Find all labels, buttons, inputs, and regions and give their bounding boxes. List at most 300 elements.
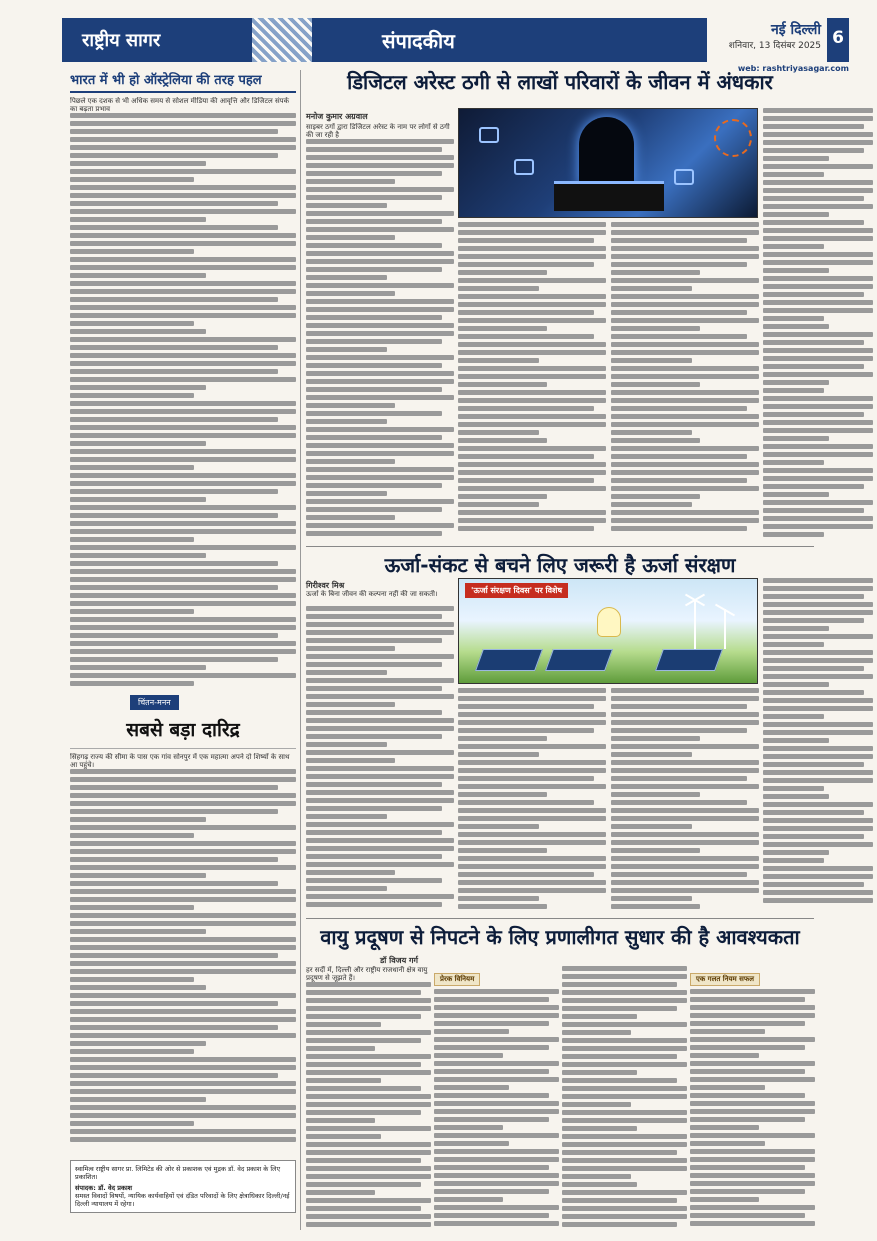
body-text-line: [306, 846, 454, 851]
body-text-line: [763, 532, 824, 537]
body-text-line: [306, 1142, 431, 1147]
body-text-line: [611, 358, 692, 363]
imprint-editor: संपादक: डॉ. वेद प्रकाश: [75, 1184, 133, 1192]
solar-panel-icon: [655, 649, 723, 671]
body-text-line: [763, 212, 829, 217]
body-text-line: [434, 1005, 559, 1010]
body-text-line: [458, 462, 606, 467]
body-text-line: [763, 460, 824, 465]
body-text-line: [763, 802, 873, 807]
body-text-line: [458, 848, 547, 853]
body-text-line: [562, 990, 687, 995]
body-text-line: [306, 646, 395, 651]
body-text-line: [763, 826, 873, 831]
body-text-line: [70, 553, 206, 558]
body-text-line: [611, 824, 692, 829]
body-text-line: [434, 989, 559, 994]
body-text-line: [611, 382, 700, 387]
body-text-line: [70, 633, 278, 638]
body-text-line: [70, 225, 278, 230]
body-text-line: [763, 180, 873, 185]
body-text-line: [458, 262, 594, 267]
body-text-line: [690, 1077, 815, 1082]
body-text-line: [70, 801, 296, 806]
body-text-line: [70, 841, 296, 846]
column-divider: [300, 70, 301, 1230]
body-text-line: [306, 1198, 431, 1203]
body-text-line: [763, 524, 873, 529]
body-text-line: [306, 227, 454, 232]
body-text-line: [458, 342, 606, 347]
body-text-line: [70, 305, 296, 310]
body-text-line: [763, 108, 873, 113]
body-text-line: [562, 1190, 687, 1195]
body-text-line: [70, 673, 296, 678]
article3-headline: वायु प्रदूषण से निपटने के लिए प्रणालीगत सुधार की है आवश्यकता: [320, 925, 800, 949]
editorial-body: [70, 113, 296, 686]
body-text-line: [611, 222, 759, 227]
body-text-line: [458, 366, 606, 371]
body-text-line: [763, 850, 829, 855]
body-text-line: [306, 1110, 421, 1115]
body-text-line: [763, 396, 873, 401]
body-text-line: [763, 882, 864, 887]
body-text-line: [763, 412, 864, 417]
body-text-line: [690, 1045, 805, 1050]
body-text-line: [70, 345, 278, 350]
body-text-line: [458, 278, 606, 283]
body-text-line: [434, 1109, 559, 1114]
body-text-line: [306, 710, 442, 715]
body-text-line: [306, 766, 454, 771]
body-text-line: [611, 254, 759, 259]
body-text-line: [611, 784, 759, 789]
body-text-line: [458, 382, 547, 387]
body-text-line: [306, 483, 442, 488]
body-text-line: [70, 953, 278, 958]
body-text-line: [611, 792, 700, 797]
body-text-line: [306, 686, 442, 691]
solar-panel-icon: [545, 649, 613, 671]
body-text-line: [562, 1150, 677, 1155]
body-text-line: [306, 1046, 375, 1051]
body-text-line: [306, 1222, 431, 1227]
body-text-line: [70, 857, 278, 862]
body-text-line: [763, 890, 873, 895]
body-text-line: [306, 291, 395, 296]
body-text-line: [70, 945, 296, 950]
body-text-line: [458, 398, 606, 403]
body-text-line: [306, 419, 387, 424]
body-text-line: [306, 742, 387, 747]
body-text-line: [562, 1094, 687, 1099]
body-text-line: [763, 332, 873, 337]
body-text-line: [70, 393, 194, 398]
body-text-line: [611, 374, 759, 379]
body-text-line: [458, 358, 539, 363]
body-text-line: [306, 147, 442, 152]
body-text-line: [306, 523, 454, 528]
body-text-line: [763, 578, 873, 583]
body-text-line: [611, 414, 759, 419]
body-text-line: [70, 1049, 194, 1054]
body-text-line: [763, 794, 829, 799]
article3-column: [562, 966, 687, 1230]
body-text-line: [763, 770, 873, 775]
body-text-line: [434, 1045, 549, 1050]
body-text-line: [458, 728, 594, 733]
laptop-shape: [554, 181, 664, 211]
body-text-line: [70, 969, 296, 974]
body-text-line: [763, 316, 824, 321]
body-text-line: [306, 806, 442, 811]
solar-panel-icon: [475, 649, 543, 671]
edition-date: शनिवार, 13 दिसंबर 2025: [728, 41, 821, 51]
body-text-line: [70, 625, 296, 630]
body-text-line: [690, 1181, 815, 1186]
body-text-line: [458, 422, 606, 427]
article2-column: [611, 688, 759, 912]
body-text-line: [306, 894, 454, 899]
body-text-line: [306, 998, 431, 1003]
body-text-line: [306, 870, 395, 875]
body-text-line: [611, 446, 759, 451]
body-text-line: [763, 682, 829, 687]
body-text-line: [70, 1121, 194, 1126]
body-text-line: [434, 1189, 549, 1194]
body-text-line: [458, 792, 547, 797]
body-text-line: [306, 275, 387, 280]
body-text-line: [611, 470, 759, 475]
body-text-line: [70, 145, 296, 150]
body-text-line: [306, 982, 431, 987]
body-text-line: [690, 1093, 805, 1098]
body-text-line: [458, 374, 606, 379]
body-text-line: [690, 1109, 815, 1114]
body-text-line: [458, 872, 594, 877]
body-text-line: [70, 353, 296, 358]
body-text-line: [70, 921, 296, 926]
body-text-line: [562, 1022, 687, 1027]
body-text-line: [70, 481, 296, 486]
body-text-line: [458, 406, 594, 411]
imprint-text: स्वामित्व राष्ट्रीय सागर प्रा. लिमिटेड की ओर से प्रकाशक एवं मुद्रक डॉ. वेद प्रकाश के लिए प्रकाशित।: [75, 1165, 281, 1181]
body-text-line: [70, 505, 296, 510]
body-text-line: [306, 878, 442, 883]
body-text-line: [306, 1022, 381, 1027]
body-text-line: [690, 1125, 759, 1130]
body-text-line: [611, 712, 759, 717]
body-text-line: [763, 276, 873, 281]
body-text-line: [458, 238, 594, 243]
body-text-line: [306, 758, 395, 763]
body-text-line: [434, 1157, 559, 1162]
body-text-line: [306, 179, 395, 184]
body-text-line: [70, 873, 206, 878]
article1-column: [306, 123, 454, 539]
body-text-line: [690, 1061, 815, 1066]
body-text-line: [306, 670, 387, 675]
body-text-line: [458, 246, 606, 251]
body-text-line: [763, 236, 873, 241]
body-text-line: [690, 1165, 805, 1170]
article1-column: [611, 222, 759, 534]
body-text-line: [70, 889, 296, 894]
body-text-line: [434, 1117, 549, 1122]
body-text-line: [562, 1006, 677, 1011]
body-text-line: [70, 577, 296, 582]
body-text-line: [458, 768, 606, 773]
body-text-line: [611, 888, 759, 893]
body-text-line: [70, 809, 278, 814]
body-text-line: [763, 778, 873, 783]
body-text-line: [611, 800, 747, 805]
body-text-line: [611, 462, 759, 467]
body-text-line: [70, 241, 296, 246]
body-text-line: [434, 1061, 559, 1066]
body-text-line: [306, 243, 442, 248]
body-text-line: [690, 1173, 815, 1178]
body-text-line: [458, 760, 606, 765]
body-text-line: [611, 688, 759, 693]
lock-icon: [674, 169, 694, 185]
body-text-line: [70, 617, 296, 622]
body-text-line: [611, 326, 700, 331]
article2-column: [763, 578, 873, 906]
body-text-line: [562, 1182, 637, 1187]
body-text-line: [70, 881, 278, 886]
article3-column: [434, 966, 559, 1229]
body-text-line: [763, 444, 873, 449]
body-text-line: [70, 1033, 296, 1038]
body-text-line: [434, 997, 549, 1002]
body-text-line: [611, 768, 759, 773]
body-text-line: [562, 1078, 677, 1083]
body-text-line: [562, 1046, 687, 1051]
body-text-line: [611, 238, 747, 243]
body-text-line: [306, 1214, 431, 1219]
body-text-line: [458, 334, 594, 339]
body-text-line: [763, 484, 864, 489]
body-text-line: [763, 132, 873, 137]
body-text-line: [306, 371, 454, 376]
article3-column: [306, 966, 431, 1230]
body-text-line: [690, 1149, 815, 1154]
body-text-line: [690, 1053, 759, 1058]
body-text-line: [763, 508, 864, 513]
body-text-line: [611, 816, 759, 821]
body-text-line: [690, 1101, 815, 1106]
body-text-line: [306, 726, 454, 731]
body-text-line: [458, 454, 594, 459]
body-text-line: [458, 414, 606, 419]
body-text-line: [306, 854, 442, 859]
body-text-line: [458, 824, 539, 829]
body-text-line: [458, 864, 606, 869]
body-text-line: [70, 561, 278, 566]
body-text-line: [611, 342, 759, 347]
body-text-line: [70, 289, 296, 294]
body-text-line: [306, 1102, 431, 1107]
body-text-line: [763, 292, 864, 297]
body-text-line: [70, 409, 296, 414]
body-text-line: [70, 361, 296, 366]
body-text-line: [611, 430, 692, 435]
body-text-line: [306, 1070, 431, 1075]
body-text-line: [306, 1158, 421, 1163]
body-text-line: [458, 696, 606, 701]
body-text-line: [611, 776, 747, 781]
body-text-line: [562, 982, 677, 987]
body-text-line: [306, 467, 454, 472]
body-text-line: [458, 832, 606, 837]
body-text-line: [434, 1069, 549, 1074]
body-text-line: [70, 817, 206, 822]
body-text-line: [611, 510, 759, 515]
body-text-line: [763, 730, 873, 735]
body-text-line: [70, 1009, 296, 1014]
body-text-line: [70, 233, 296, 238]
body-text-line: [70, 169, 296, 174]
article1-headline: डिजिटल अरेस्ट ठगी से लाखों परिवारों के जीवन में अंधकार: [347, 70, 773, 94]
body-text-line: [690, 1157, 815, 1162]
body-text-line: [306, 678, 454, 683]
body-text-line: [763, 714, 824, 719]
body-text-line: [434, 1037, 559, 1042]
body-text-line: [306, 782, 442, 787]
body-text-line: [70, 401, 296, 406]
body-text-line: [562, 1214, 687, 1219]
body-text-line: [458, 896, 539, 901]
body-text-line: [306, 694, 454, 699]
body-text-line: [611, 454, 747, 459]
body-text-line: [70, 545, 296, 550]
article3-snippet: हर सर्दी में, दिल्ली और राष्ट्रीय राजधानी क्षेत्र वायु प्रदूषण से जूझते हैं।: [306, 966, 428, 982]
body-text-line: [458, 390, 606, 395]
body-text-line: [763, 308, 873, 313]
body-text-line: [306, 331, 454, 336]
body-text-line: [611, 278, 759, 283]
body-text-line: [70, 529, 296, 534]
body-text-line: [70, 433, 296, 438]
body-text-line: [763, 348, 873, 353]
body-text-line: [611, 246, 759, 251]
body-text-line: [70, 417, 278, 422]
body-text-line: [70, 905, 194, 910]
body-text-line: [70, 329, 206, 334]
body-text-line: [434, 1029, 509, 1034]
editorial2-body: [70, 769, 296, 1142]
body-text-line: [763, 420, 873, 425]
body-text-line: [611, 398, 759, 403]
body-text-line: [763, 196, 864, 201]
body-text-line: [306, 267, 442, 272]
body-text-line: [70, 785, 278, 790]
body-text-line: [70, 665, 206, 670]
body-text-line: [562, 1102, 631, 1107]
body-text-line: [458, 840, 606, 845]
body-text-line: [763, 404, 873, 409]
body-text-line: [690, 1021, 805, 1026]
body-text-line: [434, 1101, 559, 1106]
body-text-line: [70, 465, 194, 470]
body-text-line: [306, 614, 442, 619]
body-text-line: [458, 888, 606, 893]
body-text-line: [70, 929, 206, 934]
body-text-line: [70, 321, 194, 326]
body-text-line: [306, 1150, 431, 1155]
body-text-line: [763, 516, 873, 521]
body-text-line: [70, 833, 194, 838]
body-text-line: [306, 1174, 431, 1179]
body-text-line: [458, 776, 594, 781]
body-text-line: [434, 1165, 549, 1170]
body-text-line: [70, 249, 194, 254]
body-text-line: [458, 470, 606, 475]
body-text-line: [611, 840, 759, 845]
body-text-line: [763, 124, 864, 129]
body-text-line: [458, 800, 594, 805]
editorial2-title: सबसे बड़ा दारिद्र: [70, 712, 296, 749]
article1-header: [306, 70, 814, 94]
body-text-line: [70, 497, 206, 502]
body-text-line: [763, 476, 873, 481]
body-text-line: [306, 443, 454, 448]
body-text-line: [70, 281, 296, 286]
body-text-line: [458, 318, 606, 323]
body-text-line: [763, 618, 864, 623]
body-text-line: [690, 1085, 765, 1090]
body-text-line: [690, 989, 815, 994]
article1-snippet: साइबर ठगों द्वारा डिजिटल अरेस्ट के नाम पर लोगों से ठगी की जा रही है: [306, 123, 450, 139]
body-text-line: [763, 436, 829, 441]
body-text-line: [763, 858, 824, 863]
body-text-line: [763, 492, 829, 497]
body-text-line: [690, 1029, 765, 1034]
body-text-line: [611, 832, 759, 837]
body-text-line: [690, 1221, 815, 1226]
body-text-line: [434, 1085, 509, 1090]
body-text-line: [611, 230, 759, 235]
body-text-line: [306, 1190, 375, 1195]
body-text-line: [70, 1105, 296, 1110]
body-text-line: [611, 494, 700, 499]
body-text-line: [763, 754, 873, 759]
body-text-line: [306, 790, 454, 795]
body-text-line: [690, 1189, 805, 1194]
body-text-line: [763, 674, 873, 679]
body-text-line: [306, 163, 454, 168]
body-text-line: [70, 161, 206, 166]
article3-subhead: प्रेरक विनियम: [434, 973, 480, 986]
body-text-line: [306, 475, 454, 480]
body-text-line: [306, 1054, 431, 1059]
body-text-line: [70, 217, 206, 222]
body-text-line: [306, 491, 387, 496]
body-text-line: [306, 606, 454, 611]
body-text-line: [306, 323, 454, 328]
body-text-line: [70, 265, 296, 270]
body-text-line: [763, 602, 873, 607]
body-text-line: [306, 838, 454, 843]
body-text-line: [306, 1062, 421, 1067]
body-text-line: [690, 1013, 815, 1018]
body-text-line: [434, 1125, 503, 1130]
body-text-line: [611, 880, 759, 885]
body-text-line: [763, 626, 829, 631]
body-text-line: [458, 302, 606, 307]
body-text-line: [458, 270, 547, 275]
